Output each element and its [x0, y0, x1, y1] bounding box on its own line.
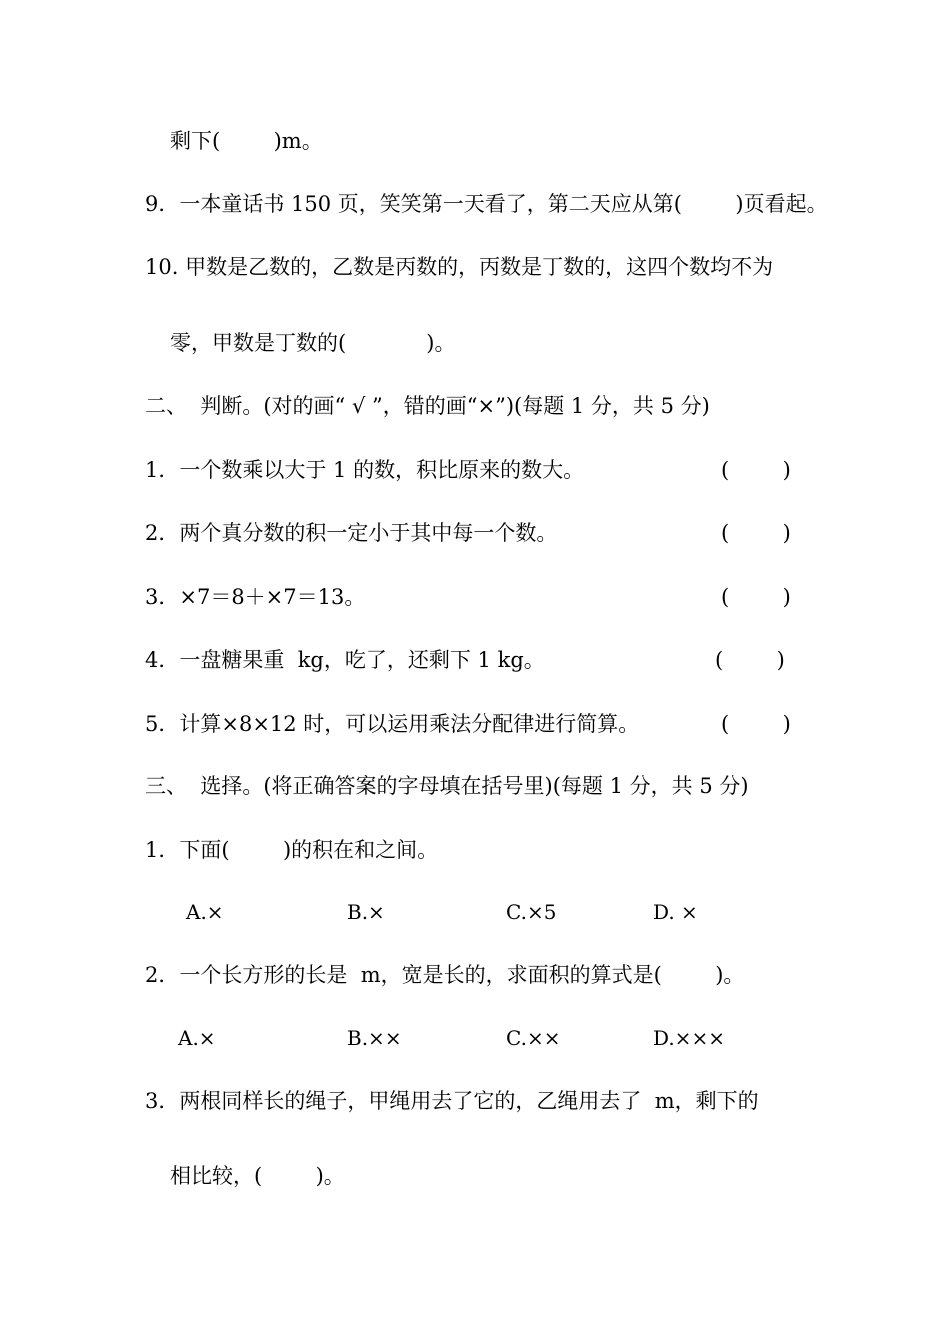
choice-question-1: 1．下面( )的积在和之间。	[145, 838, 439, 862]
judge-item-1: 1．一个数乘以大于 1 的数，积比原来的数大。	[145, 458, 585, 482]
judge-answer-blank-3: ( )	[721, 585, 791, 609]
question-10-continuation: 零，甲数是丁数的( )。	[170, 331, 456, 355]
choice-1-option-a: A.×	[186, 900, 224, 924]
choice-2-option-a: A.×	[178, 1026, 216, 1050]
choice-question-3: 3．两根同样长的绳子，甲绳用去了它的，乙绳用去了 m，剩下的	[145, 1089, 759, 1113]
judge-answer-blank-1: ( )	[721, 458, 791, 482]
choice-question-2: 2．一个长方形的长是 m，宽是长的，求面积的算式是( )。	[145, 963, 745, 987]
choice-2-option-b: B.××	[347, 1026, 402, 1050]
judge-item-5: 5．计算×8×12 时，可以运用乘法分配律进行简算。	[145, 712, 640, 736]
section-2-heading: 二、 判断。(对的画“ √ ”，错的画“×”)(每题 1 分，共 5 分)	[145, 394, 710, 418]
judge-item-2: 2．两个真分数的积一定小于其中每一个数。	[145, 521, 558, 545]
section-3-heading: 三、 选择。(将正确答案的字母填在括号里)(每题 1 分，共 5 分)	[145, 774, 749, 798]
choice-1-option-b: B.×	[347, 900, 385, 924]
judge-answer-blank-2: ( )	[721, 521, 791, 545]
question-9: 9．一本童话书 150 页，笑笑第一天看了，第二天应从第( )页看起。	[145, 192, 828, 216]
choice-2-option-c: C.××	[506, 1026, 561, 1050]
judge-answer-blank-4: ( )	[715, 648, 785, 672]
judge-item-3: 3．×7＝8＋×7＝13。	[145, 585, 366, 609]
choice-1-option-d: D. ×	[653, 900, 698, 924]
choice-question-3-continuation: 相比较，( )。	[170, 1164, 345, 1188]
choice-1-option-c: C.×5	[506, 900, 557, 924]
question-10: 10. 甲数是乙数的，乙数是丙数的，丙数是丁数的，这四个数均不为	[145, 255, 774, 279]
q8-continuation: 剩下( )m。	[170, 129, 323, 153]
choice-2-option-d: D.×××	[653, 1026, 725, 1050]
judge-item-4: 4．一盘糖果重 kg，吃了，还剩下 1 kg。	[145, 648, 545, 672]
judge-answer-blank-5: ( )	[721, 712, 791, 736]
